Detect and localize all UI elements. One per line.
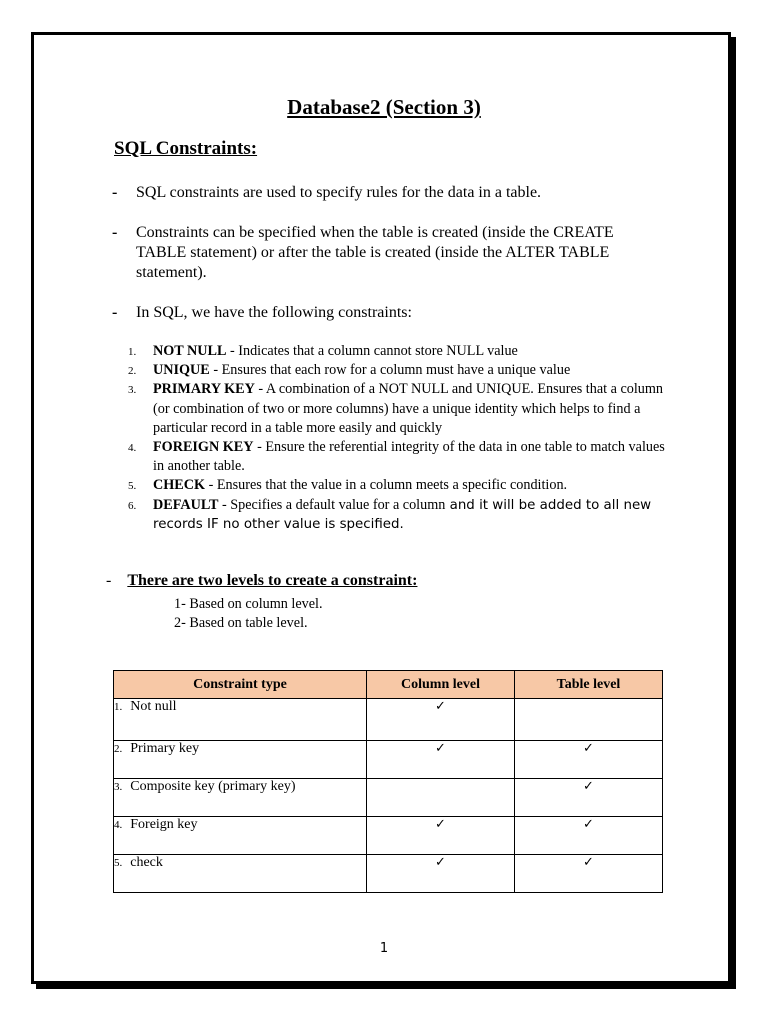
- constraint-description: - Ensures that the value in a column meets a specific condition.: [205, 477, 568, 494]
- level-item: 1- Based on column level.: [174, 596, 323, 612]
- check-mark-icon: ✓: [583, 741, 594, 756]
- constraint-name: DEFAULT: [153, 496, 219, 513]
- constraint-description: - Ensure the referential integrity of the data in one table to match values in another table.: [153, 439, 665, 475]
- constraint-number: 4.: [128, 442, 137, 455]
- bullet-text: In SQL, we have the following constraints:: [136, 304, 412, 321]
- bullet-dash: -: [112, 184, 118, 201]
- constraint-name: FOREIGN KEY: [153, 439, 254, 456]
- levels-heading-text: There are two levels to create a constraint:: [127, 572, 418, 589]
- check-mark-icon: ✓: [583, 855, 594, 870]
- table-row: [114, 741, 663, 779]
- page-number: 1: [379, 941, 389, 956]
- levels-dash: -: [106, 572, 112, 589]
- constraint-item: [128, 476, 668, 495]
- cell-column-level: [367, 741, 515, 779]
- section-heading: SQL Constraints:: [114, 138, 258, 159]
- level-item: 2- Based on table level.: [174, 615, 308, 631]
- table-row: [114, 779, 663, 817]
- row-type-label: Composite key (primary key): [130, 779, 296, 794]
- cell-constraint-type: [114, 779, 367, 817]
- check-mark-icon: ✓: [435, 741, 446, 756]
- constraint-item: [128, 496, 668, 534]
- constraint-number: 2.: [128, 365, 137, 378]
- header-table-level: Table level: [515, 671, 663, 699]
- check-mark-icon: ✓: [435, 699, 446, 714]
- row-type-label: check: [130, 855, 163, 870]
- constraint-item: [128, 380, 668, 438]
- cell-constraint-type: [114, 699, 367, 741]
- constraint-item: [128, 438, 668, 476]
- cell-table-level: [515, 779, 663, 817]
- cell-table-level: [515, 741, 663, 779]
- table-body: [114, 699, 663, 893]
- check-mark-icon: ✓: [435, 817, 446, 832]
- row-type-label: Foreign key: [130, 817, 198, 832]
- constraint-description-tail: and it will be added to all new records IF no other value is specified.: [153, 497, 652, 532]
- row-number: 3.: [114, 781, 123, 793]
- table-header-row: [114, 671, 663, 699]
- constraints-list: [128, 342, 668, 534]
- cell-constraint-type: [114, 855, 367, 893]
- bullet-text: SQL constraints are used to specify rules for the data in a table.: [136, 184, 542, 201]
- header-column-level: Column level: [367, 671, 515, 699]
- cell-table-level: [515, 817, 663, 855]
- cell-table-level: [515, 855, 663, 893]
- constraint-name: PRIMARY KEY: [153, 381, 255, 398]
- cell-column-level: [367, 855, 515, 893]
- table-row: [114, 817, 663, 855]
- bullet-dash: -: [112, 224, 118, 241]
- check-mark-icon: ✓: [583, 817, 594, 832]
- cell-column-level: [367, 699, 515, 741]
- cell-column-level: [367, 779, 515, 817]
- constraint-number: 5.: [128, 480, 137, 493]
- constraint-item: [128, 361, 668, 380]
- bullet-text: Constraints can be specified when the table is created (inside the CREATE TABLE statement) or after the table is created (inside the ALTER TABLE statement).: [136, 224, 614, 281]
- row-number: 4.: [114, 819, 123, 831]
- row-number: 5.: [114, 857, 123, 869]
- constraint-name: CHECK: [153, 477, 206, 494]
- row-type-label: Not null: [130, 699, 177, 714]
- constraint-name: NOT NULL: [153, 343, 227, 359]
- header-constraint-type: Constraint type: [114, 671, 367, 699]
- constraint-number: 1.: [128, 346, 137, 358]
- constraint-number: 3.: [128, 384, 137, 397]
- constraint-number: 6.: [128, 499, 137, 512]
- levels-heading: [106, 572, 417, 590]
- document-title: Database2 (Section 3): [287, 95, 481, 119]
- constraint-name: UNIQUE: [153, 362, 210, 379]
- cell-table-level: [515, 699, 663, 741]
- cell-constraint-type: [114, 741, 367, 779]
- check-mark-icon: ✓: [583, 779, 594, 794]
- row-number: 2.: [114, 743, 123, 755]
- constraint-description: - Ensures that each row for a column must have a unique value: [209, 362, 571, 379]
- constraint-level-table: [113, 670, 663, 893]
- constraint-description: - Specifies a default value for a column: [218, 496, 446, 513]
- check-mark-icon: ✓: [435, 855, 446, 870]
- cell-column-level: [367, 817, 515, 855]
- levels-list: [174, 595, 323, 633]
- row-number: 1.: [114, 701, 123, 713]
- cell-constraint-type: [114, 817, 367, 855]
- constraint-description: - A combination of a NOT NULL and UNIQUE. Ensures that a column (or combination of two or more columns) have a unique identity which helps to find a particular record in a table more easily and quickly: [153, 381, 664, 436]
- table-row: [114, 855, 663, 893]
- bullet-dash: -: [112, 304, 118, 321]
- row-type-label: Primary key: [130, 741, 200, 756]
- constraint-item: [128, 342, 668, 361]
- table-row: [114, 699, 663, 741]
- constraint-description: - Indicates that a column cannot store NULL value: [226, 343, 518, 359]
